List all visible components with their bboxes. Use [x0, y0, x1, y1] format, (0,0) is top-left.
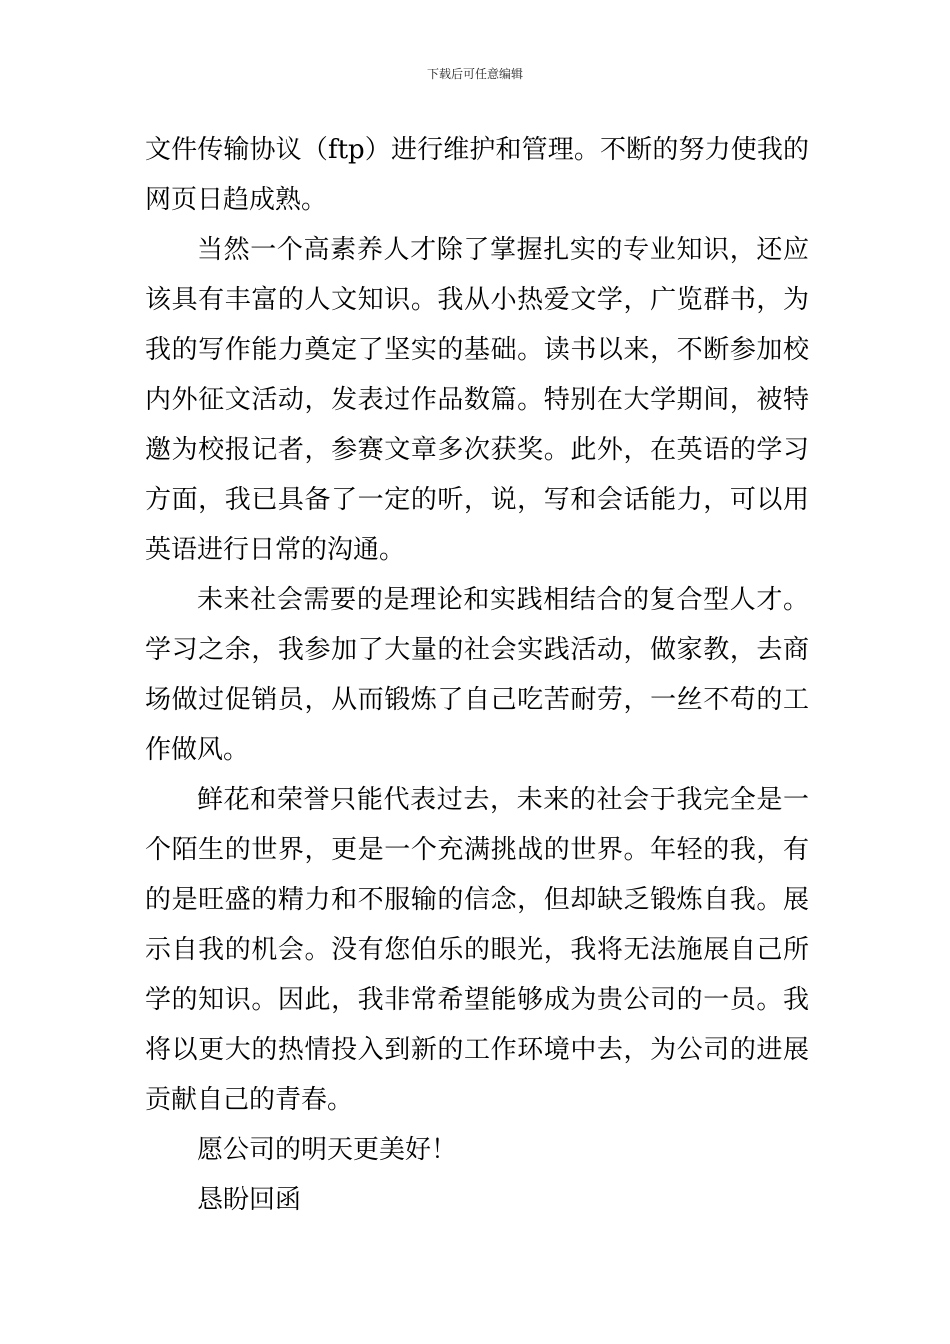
paragraph-future: 鲜花和荣誉只能代表过去，未来的社会于我完全是一个陌生的世界，更是一个充满挑战的世界。年轻的我，有的是旺盛的精力和不服输的信念，但却缺乏锻炼自我。展示自我的机会。没有您伯乐的眼光，我将无法施展自己所学的知识。因此，我非常希望能够成为贵公司的一员。我将以更大的热情投入到新的工作环境中去，为公司的进展贡献自己的青春。 [145, 785, 809, 1115]
document-body [145, 125, 809, 1225]
closing-reply: 恳盼回函 [197, 1185, 302, 1215]
paragraph-continued: 文件传输协议（ftp）进行维护和管理。不断的努力使我的网页日趋成熟。 [145, 135, 809, 215]
page-header: 下载后可任意编辑 [426, 67, 523, 81]
closing-wish: 愿公司的明天更美好！ [197, 1135, 458, 1165]
paragraph-humanities: 当然一个高素养人才除了掌握扎实的专业知识，还应该具有丰富的人文知识。我从小热爱文学，广览群书，为我的写作能力奠定了坚实的基础。读书以来，不断参加校内外征文活动，发表过作品数篇。特别在大学期间，被特邀为校报记者，参赛文章多次获奖。此外，在英语的学习方面，我已具备了一定的听，说，写和会话能力，可以用英语进行日常的沟通。 [145, 235, 809, 565]
paragraph-practice: 未来社会需要的是理论和实践相结合的复合型人才。学习之余，我参加了大量的社会实践活动，做家教，去商场做过促销员，从而锻炼了自己吃苦耐劳，一丝不苟的工作做风。 [145, 585, 809, 765]
